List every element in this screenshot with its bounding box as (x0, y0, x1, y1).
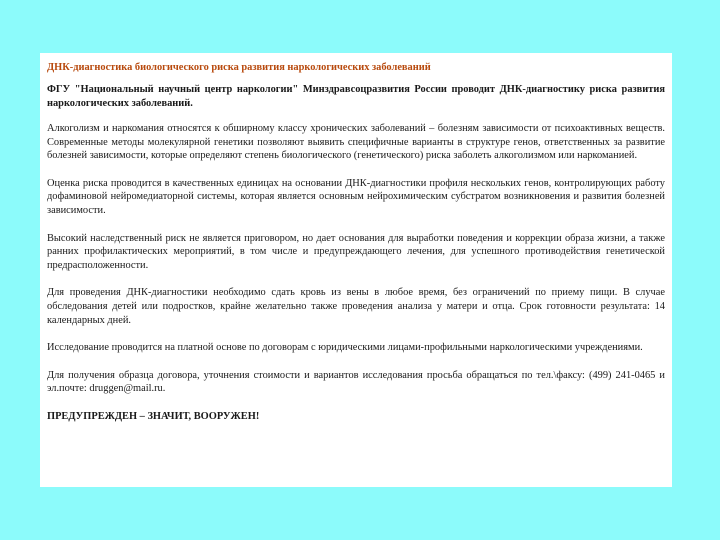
paragraph-risk-assessment: Оценка риска проводится в качественных единицах на основании ДНК-диагностики профиля нескольких генов, контролирующих работу дофаминовой нейромедиаторной системы, которая является основным нейрохимическим субстратом возникновения и развития болезней зависимости. (47, 177, 665, 216)
paragraph-payment: Исследование проводится на платной основе по договорам с юридическими лицами-профильными наркологическими учреждениями. (47, 342, 643, 354)
paragraph-contacts: Для получения образца договора, уточнения стоимости и вариантов исследования просьба обращаться по тел.\факсу: (499) 241-0465 и эл.почте: druggen@mail.ru. (47, 369, 665, 395)
document-title: ДНК-диагностика биологического риска развития наркологических заболеваний (47, 62, 431, 73)
paragraph-high-risk: Высокий наследственный риск не является приговором, но дает основания для выработки поведения и коррекции образа жизни, а также ранних профилактических мероприятий, в том числе и предупреждающего лечения, для успешного противодействия генетической предрасположенности. (47, 232, 665, 271)
paragraph-procedure: Для проведения ДНК-диагностики необходимо сдать кровь из вены в любое время, без ограничений по приему пищи. В случае обследования детей или подростков, крайне желательно также проведения анализа у матери и отца. Срок готовности результата: 14 календарных дней. (47, 287, 665, 326)
paragraph-addiction: Алкоголизм и наркомания относятся к обширному классу хронических заболеваний – болезням зависимости от психоактивных веществ. Современные методы молекулярной генетики позволяют выявить специфичные варианты в структуре генов, ответственных за развитие болезней зависимости, которые определяют степень биологического (генетического) риска заболеть алкоголизмом или наркоманией. (47, 123, 665, 162)
lead-paragraph: ФГУ "Национальный научный центр наркологии" Минздравсоцразвития России проводит ДНК-диагностику риска развития наркологических заболеваний. (47, 84, 665, 109)
document-panel (40, 53, 672, 487)
closing-slogan: ПРЕДУПРЕЖДЕН – ЗНАЧИТ, ВООРУЖЕН! (47, 410, 260, 422)
